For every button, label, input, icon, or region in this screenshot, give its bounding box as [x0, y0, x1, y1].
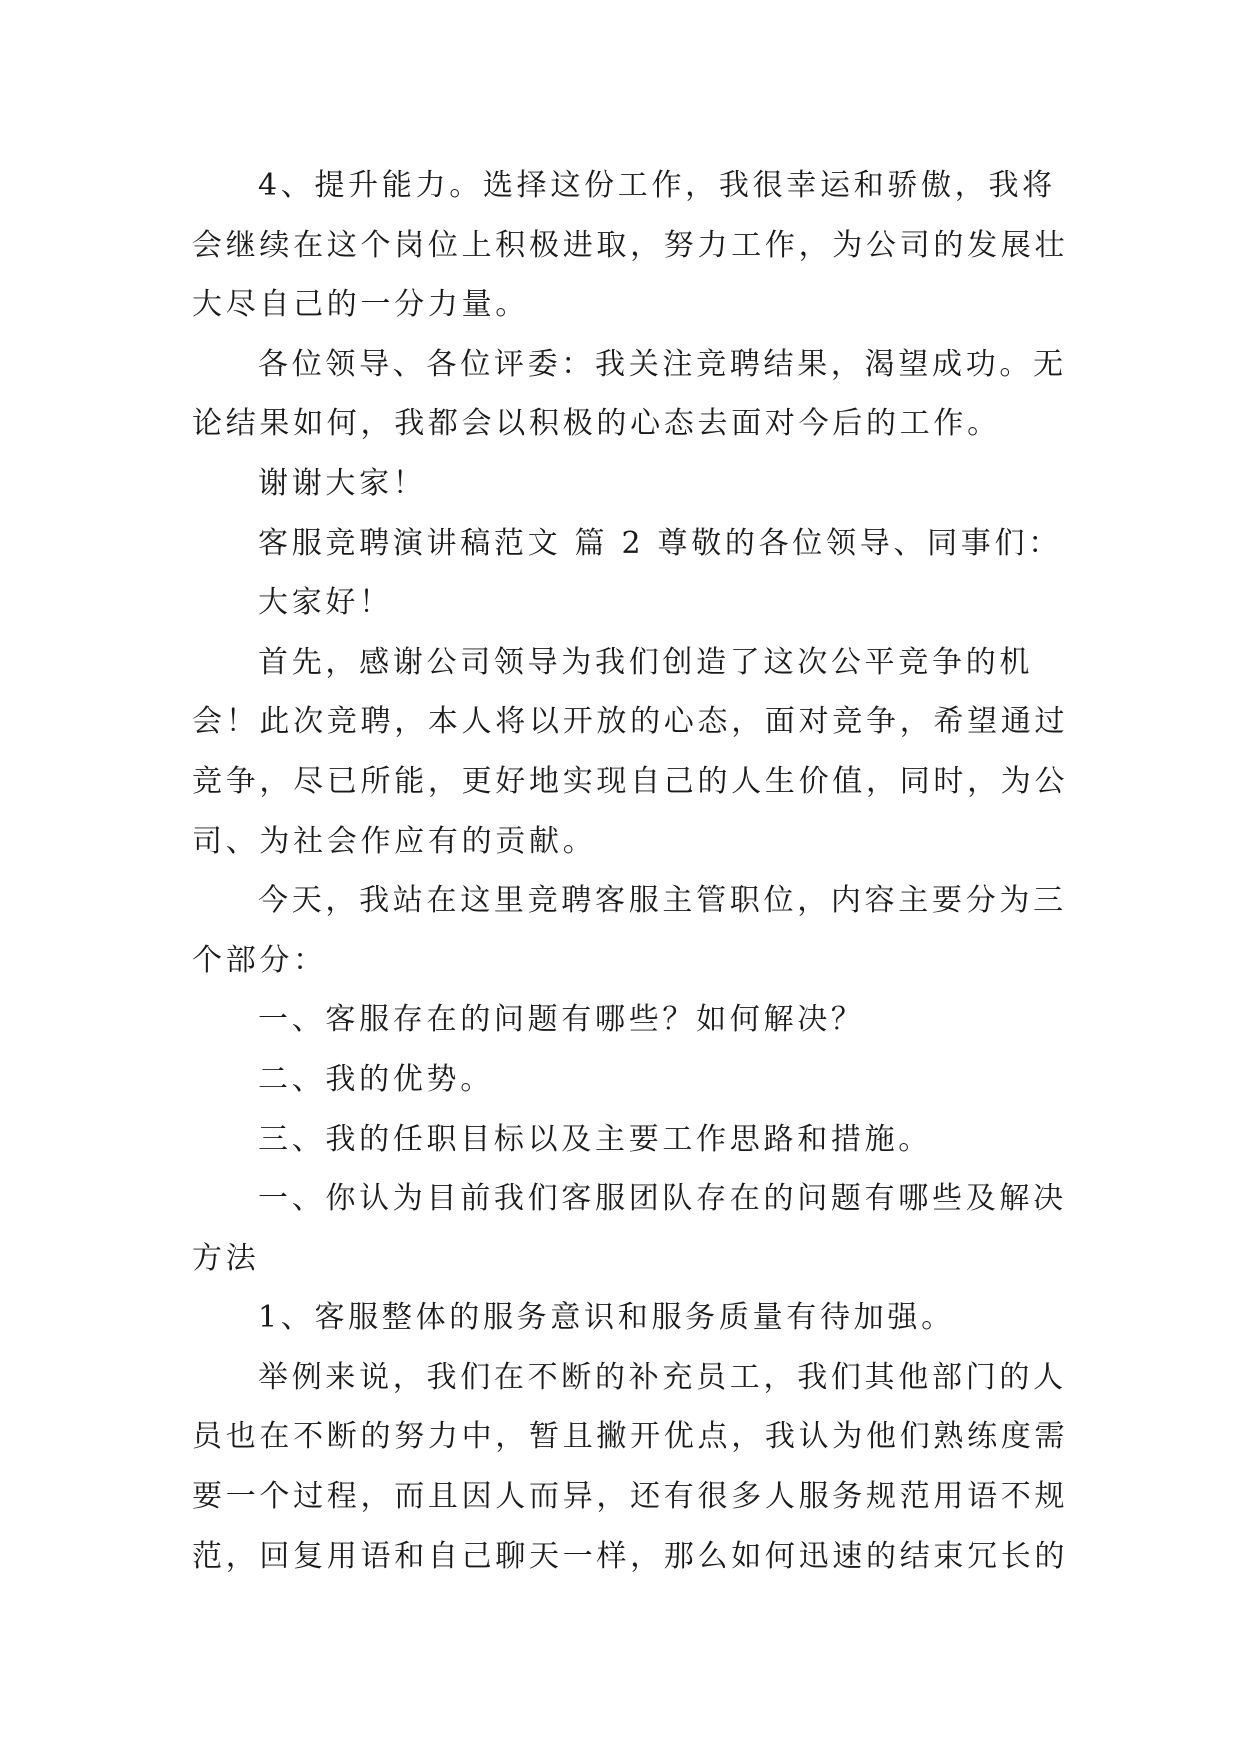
- paragraph-line: 会！此次竞聘，本人将以开放的心态，面对竞争，希望通过: [192, 704, 1069, 740]
- paragraph-line: 要一个过程，而且因人而异，还有很多人服务规范用语不规: [192, 1479, 1069, 1515]
- list-item: 二、我的优势。: [258, 1061, 494, 1097]
- paragraph-line: 方法: [192, 1240, 260, 1276]
- paragraph-line: 竞争，尽已所能，更好地实现自己的人生价值，同时，为公: [192, 763, 1069, 799]
- paragraph-line: 司、为社会作应有的贡献。: [192, 823, 597, 859]
- paragraph-line: 会继续在这个岗位上积极进取，努力工作，为公司的发展壮: [192, 227, 1069, 263]
- paragraph-line: 首先，感谢公司领导为我们创造了这次公平竞争的机: [258, 644, 1034, 680]
- paragraph-line: 今天，我站在这里竞聘客服主管职位，内容主要分为三: [258, 883, 1067, 919]
- section-heading: 客服竞聘演讲稿范文 篇 2 尊敬的各位领导、同事们：: [258, 525, 1062, 561]
- section-heading: 一、你认为目前我们客服团队存在的问题有哪些及解决: [258, 1181, 1067, 1217]
- paragraph-line: 个部分：: [192, 942, 327, 978]
- paragraph-line: 员也在不断的努力中，暂且撇开优点，我认为他们熟练度需: [192, 1419, 1069, 1455]
- paragraph-line: 谢谢大家！: [258, 465, 427, 501]
- subsection-heading: 1、客服整体的服务意识和服务质量有待加强。: [258, 1300, 955, 1336]
- list-item: 三、我的任职目标以及主要工作思路和措施。: [258, 1121, 932, 1157]
- paragraph-line: 论结果如何，我都会以积极的心态去面对今后的工作。: [192, 406, 1001, 442]
- document-body: [192, 156, 1069, 1586]
- paragraph-line: 各位领导、各位评委：我关注竞聘结果，渴望成功。无: [258, 346, 1067, 382]
- paragraph-line: 4、提升能力。选择这份工作，我很幸运和骄傲，我将: [258, 168, 1056, 203]
- paragraph-line: 范，回复用语和自己聊天一样，那么如何迅速的结束冗长的: [192, 1538, 1069, 1574]
- list-item: 一、客服存在的问题有哪些？如何解决？: [258, 1002, 865, 1038]
- paragraph-line: 大家好！: [258, 585, 393, 621]
- paragraph-line: 大尽自己的一分力量。: [192, 287, 529, 323]
- paragraph-line: 举例来说，我们在不断的补充员工，我们其他部门的人: [258, 1359, 1067, 1395]
